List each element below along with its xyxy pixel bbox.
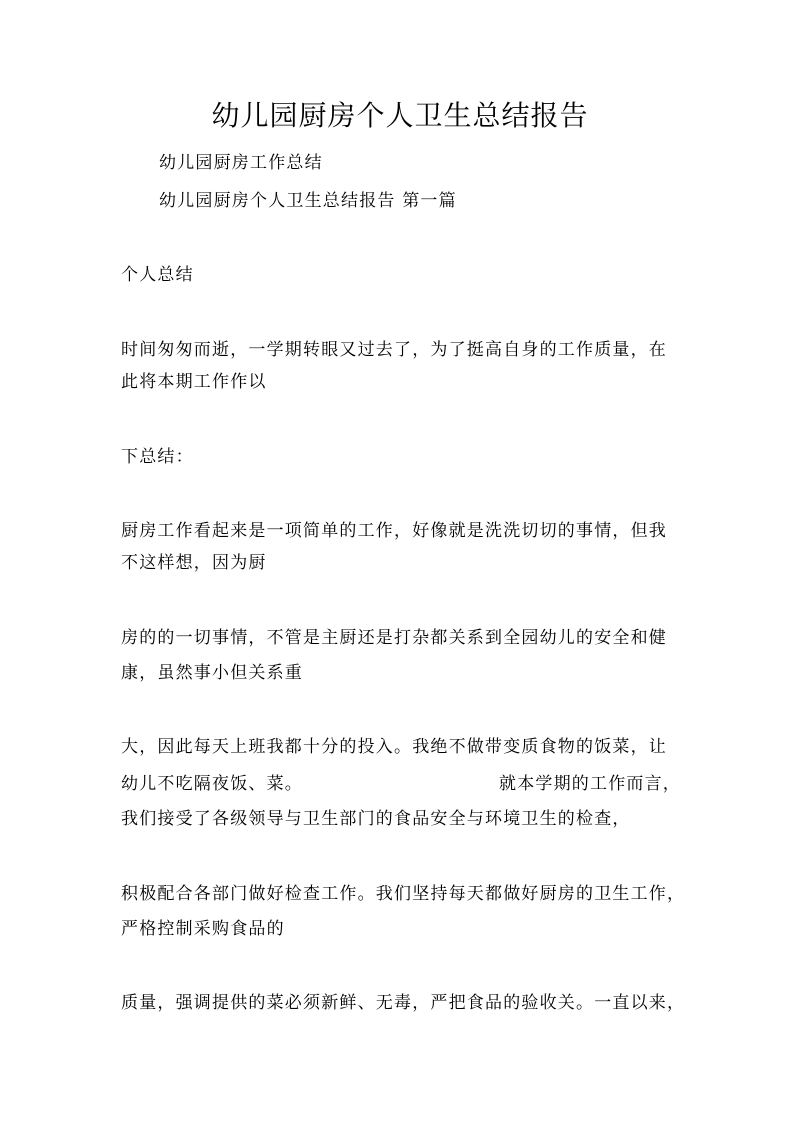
body-line: 时间匆匆而逝，一学期转眼又过去了，为了挺高自身的工作质量，在 xyxy=(121,340,667,360)
body-line: 严格控制采购食品的 xyxy=(121,919,285,939)
document-title: 幼儿园厨房个人卫生总结报告 xyxy=(211,99,589,132)
body-line: 下总结： xyxy=(121,447,194,467)
body-line: 我们接受了各级领导与卫生部门的食品安全与环境卫生的检查， xyxy=(121,809,631,829)
subtitle-line: 幼儿园厨房工作总结 xyxy=(159,153,323,173)
body-line: 就本学期的工作而言， xyxy=(499,774,681,794)
body-line: 不这样想，因为厨 xyxy=(121,553,267,573)
body-line: 厨房工作看起来是一项简单的工作，好像就是洗洗切切的事情，但我 xyxy=(121,521,667,541)
body-line: 质量，强调提供的菜必须新鲜、无毒，严把食品的验收关。一直以来， xyxy=(121,993,686,1013)
body-line: 房的的一切事情，不管是主厨还是打杂都关系到全园幼儿的安全和健 xyxy=(121,628,667,648)
subtitle-line: 幼儿园厨房个人卫生总结报告 第一篇 xyxy=(159,191,457,211)
body-line: 康，虽然事小但关系重 xyxy=(121,663,303,683)
body-line: 此将本期工作作以 xyxy=(121,372,267,392)
body-line: 幼儿不吃隔夜饭、菜。 xyxy=(121,774,303,794)
body-line: 积极配合各部门做好检查工作。我们坚持每天都做好厨房的卫生工作， xyxy=(121,884,686,904)
body-line: 个人总结 xyxy=(121,265,194,285)
body-line: 大，因此每天上班我都十分的投入。我绝不做带变质食物的饭菜，让 xyxy=(121,737,667,757)
